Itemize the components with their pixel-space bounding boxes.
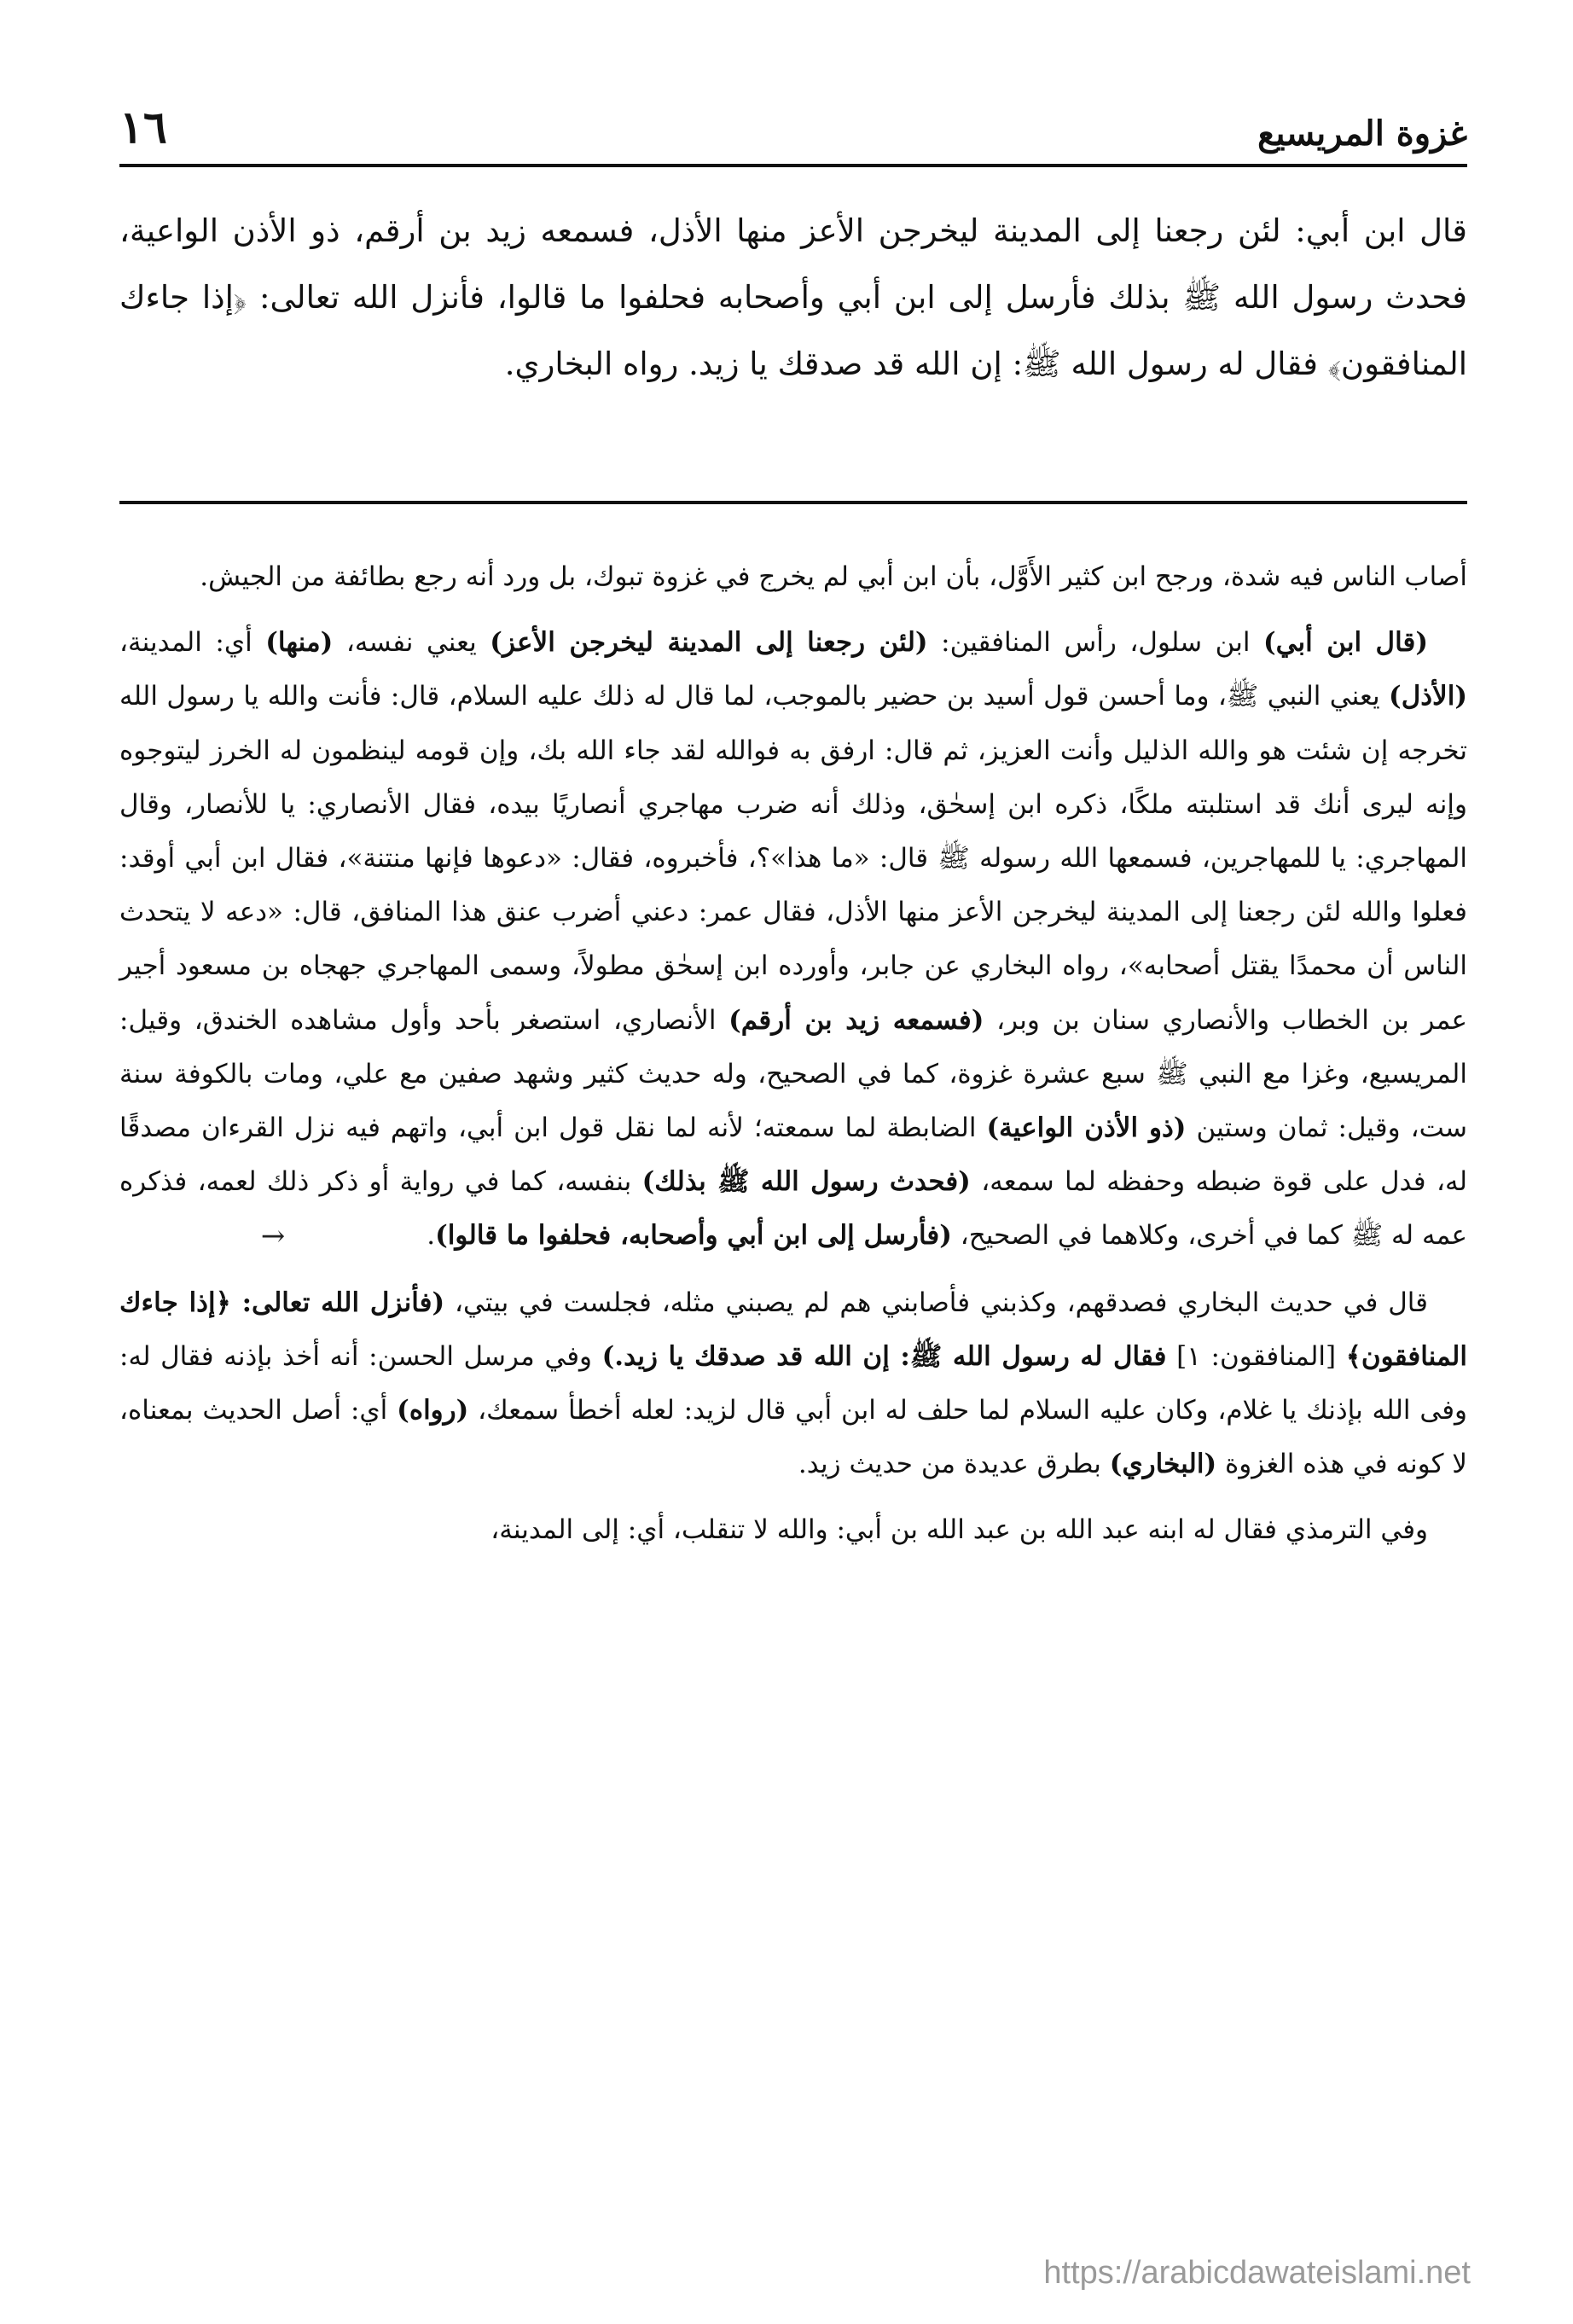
page-header: [119, 94, 1467, 154]
commentary-text: الأنصاري، استصغر بأحد وأول مشاهده الخندق، وقيل: المريسيع، وغزا مع النبي ﷺ سبع عشرة غزوة، كما في الصحيح، وله حديث كثير وشهد صفين مع علي، ومات بالكوفة سنة ست، وقيل: ثمان وستين: [119, 1004, 1468, 1144]
matn-quote: (فحدث رسول الله ﷺ بذلك): [641, 1166, 971, 1198]
site-watermark: https://arabicdawateislami.net: [1043, 2255, 1471, 2291]
matn-quote: فقال له رسول الله ﷺ: إن الله قد صدقك يا زيد.): [601, 1340, 1167, 1372]
commentary-text: .: [427, 1220, 436, 1252]
commentary-text: يعني نفسه،: [333, 627, 490, 659]
book-page: [119, 85, 1467, 2269]
matn-quote: (لئن رجعنا إلى المدينة ليخرجن الأعز): [490, 627, 928, 659]
page-number: ١٦: [119, 102, 167, 154]
commentary-block: [119, 550, 1467, 1570]
matn-quote: (منها): [265, 627, 334, 659]
section-separator: [119, 501, 1467, 504]
commentary-text: بنفسه، كما في رواية أو ذكر ذلك لعمه، فذكره عمه له ﷺ كما في أخرى، وكلاهما في الصحيح،: [119, 1166, 1467, 1252]
matn-quote: (رواه): [397, 1394, 469, 1426]
commentary-text: [المنافقون: ١]: [1166, 1340, 1346, 1372]
commentary-text: أي: أصل الحديث بمعناه، لا كونه في هذه الغزوة: [119, 1394, 1467, 1480]
header-rule: [119, 164, 1467, 167]
matn-quote: (فأنزل الله تعالى: ﴿إذا جاءك المنافقون﴾: [119, 1287, 1467, 1372]
matn-quote: (قال ابن أبي): [1263, 627, 1429, 659]
commentary-paragraph-2: [119, 616, 1467, 1264]
matn-quote: (الأذل): [1389, 681, 1467, 712]
matn-quote: (البخاري): [1109, 1449, 1217, 1480]
hadith-paragraph: قال ابن أبي: لئن رجعنا إلى المدينة ليخرجن الأعز منها الأذل، فسمعه زيد بن أرقم، ذو الأذن الواعية، فحدث رسول الله ﷺ بذلك فأرسل إلى ابن أبي وأصحابه فحلفوا ما قالوا، فأنزل الله تعالى: ﴿إذا جاءك المنافقون﴾ فقال له رسول الله ﷺ: إن الله قد صدقك يا زيد. رواه البخاري.: [119, 212, 1467, 382]
commentary-paragraph-3: [119, 1276, 1467, 1492]
commentary-text: الضابطة لما سمعته؛ لأنه لما نقل قول ابن أبي، واتهم فيه نزل القرءان مصدقًا له، فدل على قوة ضبطه وحفظه لما سمعه،: [119, 1113, 1468, 1198]
running-title: غزوة المريسيع: [1257, 113, 1467, 154]
matn-quote: (فسمعه زيد بن أرقم): [728, 1004, 984, 1036]
hadith-text-block: [119, 198, 1467, 398]
commentary-paragraph-1: أصاب الناس فيه شدة، ورجح ابن كثير الأَوَّل، بأن ابن أبي لم يخرج في غزوة تبوك، بل ورد أنه رجع بطائفة من الجيش.: [200, 561, 1467, 592]
matn-quote: (ذو الأذن الواعية): [986, 1113, 1187, 1144]
commentary-text: يعني النبي ﷺ، وما أحسن قول أسيد بن حضير بالموجب، لما قال له ذلك عليه السلام، قال: فأنت والله يا رسول الله تخرجه إن شئت هو والله الذليل وأنت العزيز، ثم قال: ارفق به فوالله لقد جاء الله بك، وإن قومه لينظمون له الخرز ليتوجوه وإنه ليرى أنك قد استلبته ملكًا، ذكره ابن إسحٰق، وذلك أنه ضرب مهاجري أنصاريًا بيده، فقال الأنصاري: يا للأنصار، وقال المهاجري: يا للمهاجرين، فسمعها الله رسوله ﷺ قال: «ما هذا»؟، فأخبروه، فقال: «دعوها فإنها منتنة»، فقال ابن أبي أوقد: فعلوا والله لئن رجعنا إلى المدينة ليخرجن الأعز منها الأذل، فقال عمر: دعني أضرب عنق هذا المنافق، قال: «دعه لا يتحدث الناس أن محمدًا يقتل أصحابه»، رواه البخاري عن جابر، وأورده ابن إسحٰق مطولاً، وسمى المهاجري جهجاه بن مسعود أجير عمر بن الخطاب والأنصاري سنان بن وبر،: [119, 681, 1467, 1036]
commentary-paragraph-4: وفي الترمذي فقال له ابنه عبد الله بن عبد الله بن أبي: والله لا تنقلب، أي: إلى المدينة،: [490, 1514, 1428, 1546]
commentary-text: أي: المدينة،: [119, 627, 266, 659]
commentary-text: وفي مرسل الحسن: أنه أخذ بإذنه فقال له: وفى الله بإذنك يا غلام، وكان عليه السلام لما حلف له ابن أبي قال لزيد: لعله أخطأ سمعك،: [119, 1340, 1467, 1426]
commentary-text: بطرق عديدة من حديث زيد.: [798, 1449, 1110, 1480]
commentary-text: قال في حديث البخاري فصدقهم، وكذبني فأصابني هم لم يصبني مثله، فجلست في بيتي،: [444, 1287, 1428, 1318]
matn-quote: (فأرسل إلى ابن أبي وأصحابه، فحلفوا ما قالوا): [435, 1220, 952, 1252]
arrow-icon: →: [260, 1219, 286, 1254]
commentary-text: ابن سلول، رأس المنافقين:: [927, 627, 1264, 659]
